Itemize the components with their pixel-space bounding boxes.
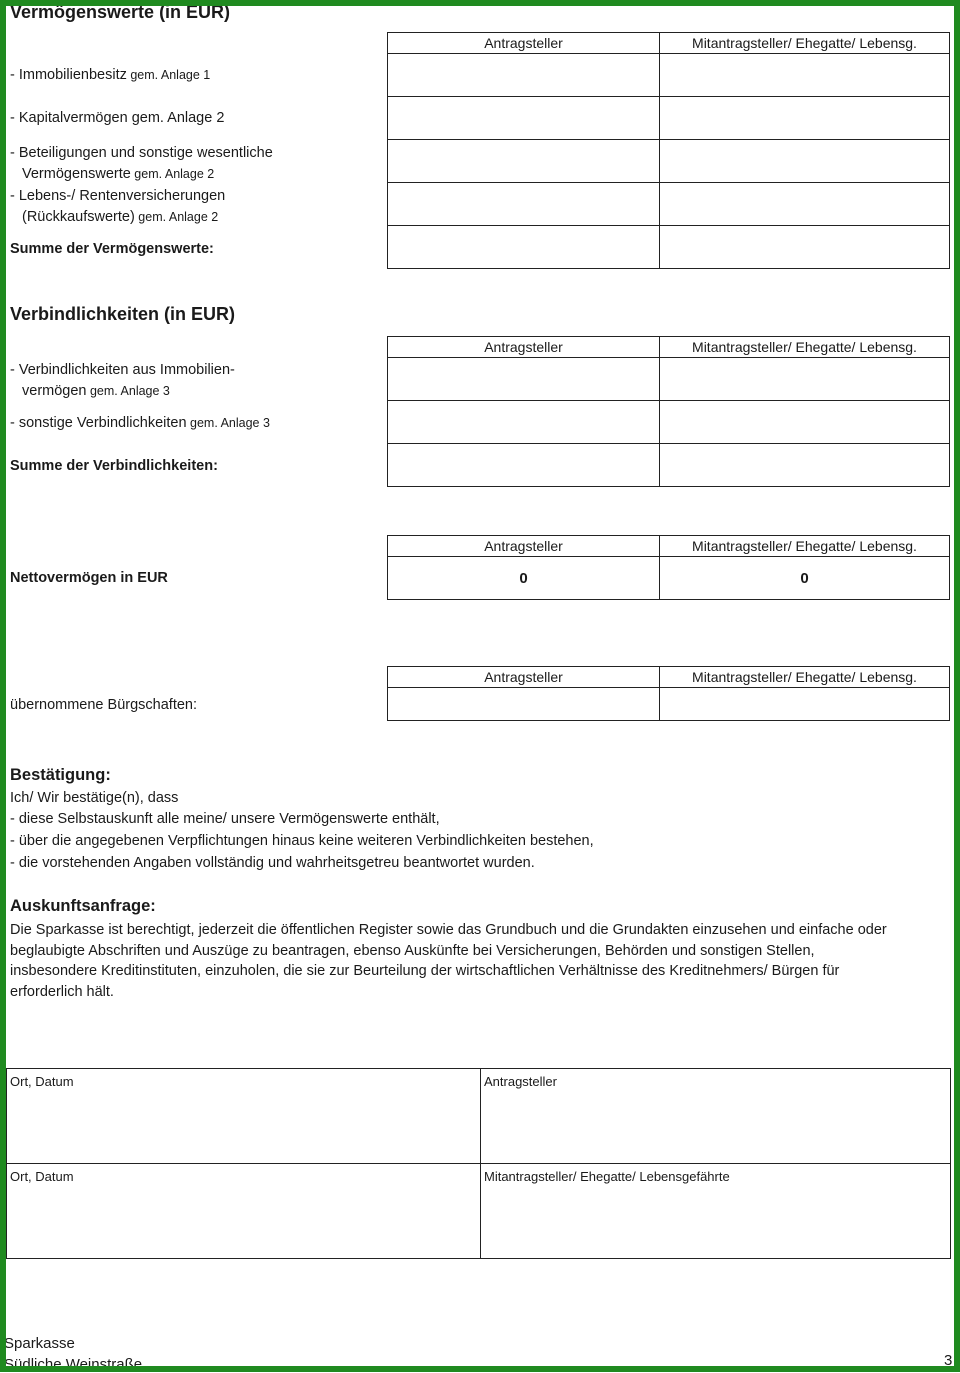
column-header-applicant: Antragsteller: [388, 337, 660, 358]
liabilities-sum-label: Summe der Verbindlichkeiten:: [10, 458, 218, 474]
input-insurance-applicant[interactable]: [388, 183, 660, 226]
input-assets-sum-applicant[interactable]: [388, 226, 660, 269]
net-worth-co-applicant-value: 0: [660, 557, 950, 600]
input-liabilities-sum-co-applicant[interactable]: [660, 444, 950, 487]
input-real-estate-co-applicant[interactable]: [660, 54, 950, 97]
place-date-field[interactable]: [7, 1069, 481, 1164]
input-capital-applicant[interactable]: [388, 97, 660, 140]
inquiry-paragraph: Die Sparkasse ist berechtigt, jederzeit die öffentlichen Register sowie das Grundbuch und die Grundakten einzusehen und einfache oder beglaubigte Abschriften und Auszüge zu beantragen, ebenso Auskünfte bei Versicherungen, Behörden und sonstigen Stellen, insbesondere Kreditinstituten, einzuholen, die sie zur Beurteilung der wirtschaftlichen Verhältnisse des Kreditnehmers/ Bürgen für erforderlich hält.: [10, 922, 887, 1000]
column-header-co-applicant: Mitantragsteller/ Ehegatte/ Lebensg.: [660, 337, 950, 358]
input-guarantees-applicant[interactable]: [388, 688, 660, 721]
input-insurance-co-applicant[interactable]: [660, 183, 950, 226]
guarantees-table: [387, 666, 950, 721]
column-header-applicant: Antragsteller: [388, 33, 660, 54]
signature-table: [6, 1068, 951, 1259]
input-participations-applicant[interactable]: [388, 140, 660, 183]
input-liabilities-sum-applicant[interactable]: [388, 444, 660, 487]
input-capital-co-applicant[interactable]: [660, 97, 950, 140]
confirmation-line: - über die angegebenen Verpflichtungen hinaus keine weiteren Verbindlichkeiten bestehen,: [10, 833, 594, 849]
applicant-signature-label: Antragsteller: [484, 1074, 557, 1089]
liability-row-label: - sonstige Verbindlichkeiten gem. Anlage 3: [10, 415, 270, 431]
confirmation-line: Ich/ Wir bestätige(n), dass: [10, 790, 179, 806]
net-worth-table: [387, 535, 950, 600]
place-date-field[interactable]: [7, 1164, 481, 1259]
footer-page-number: 3: [944, 1352, 953, 1369]
column-header-co-applicant: Mitantragsteller/ Ehegatte/ Lebensg.: [660, 33, 950, 54]
assets-sum-label: Summe der Vermögenswerte:: [10, 241, 214, 257]
input-guarantees-co-applicant[interactable]: [660, 688, 950, 721]
column-header-co-applicant: Mitantragsteller/ Ehegatte/ Lebensg.: [660, 536, 950, 557]
applicant-signature-field[interactable]: [481, 1069, 951, 1164]
input-other-debt-applicant[interactable]: [388, 401, 660, 444]
assets-table: [387, 32, 950, 269]
input-participations-co-applicant[interactable]: [660, 140, 950, 183]
input-other-debt-co-applicant[interactable]: [660, 401, 950, 444]
asset-row-label: - Lebens-/ Rentenversicherungen (Rückkaufswerte) gem. Anlage 2: [10, 188, 226, 225]
net-worth-label: Nettovermögen in EUR: [10, 570, 168, 586]
input-property-debt-applicant[interactable]: [388, 358, 660, 401]
column-header-applicant: Antragsteller: [388, 667, 660, 688]
asset-row-label: - Kapitalvermögen gem. Anlage 2: [10, 110, 225, 126]
liability-row-label: - Verbindlichkeiten aus Immobilien- vermögen gem. Anlage 3: [10, 362, 235, 399]
column-header-co-applicant: Mitantragsteller/ Ehegatte/ Lebensg.: [660, 667, 950, 688]
co-applicant-signature-label: Mitantragsteller/ Ehegatte/ Lebensgefährte: [484, 1169, 730, 1184]
input-real-estate-applicant[interactable]: [388, 54, 660, 97]
inquiry-title: Auskunftsanfrage:: [10, 897, 156, 915]
liabilities-title: Verbindlichkeiten (in EUR): [10, 304, 236, 324]
footer-address: Südliche Weinstraße: [4, 1356, 143, 1373]
co-applicant-signature-field[interactable]: [481, 1164, 951, 1259]
footer-bank-name: Sparkasse: [4, 1335, 75, 1352]
input-assets-sum-co-applicant[interactable]: [660, 226, 950, 269]
confirmation-line: - die vorstehenden Angaben vollständig und wahrheitsgetreu beantwortet wurden.: [10, 855, 535, 871]
confirmation-line: - diese Selbstauskunft alle meine/ unsere Vermögenswerte enthält,: [10, 811, 440, 827]
asset-row-label: - Beteiligungen und sonstige wesentliche Vermögenswerte gem. Anlage 2: [10, 145, 273, 182]
assets-title: Vermögenswerte (in EUR): [10, 2, 231, 22]
place-date-label: Ort, Datum: [10, 1074, 74, 1089]
column-header-applicant: Antragsteller: [388, 536, 660, 557]
confirmation-title: Bestätigung:: [10, 766, 111, 784]
asset-row-label: - Immobilienbesitz gem. Anlage 1: [10, 67, 211, 83]
guarantees-label: übernommene Bürgschaften:: [10, 697, 197, 713]
liabilities-table: [387, 336, 950, 487]
net-worth-applicant-value: 0: [388, 557, 660, 600]
input-property-debt-co-applicant[interactable]: [660, 358, 950, 401]
place-date-label: Ort, Datum: [10, 1169, 74, 1184]
